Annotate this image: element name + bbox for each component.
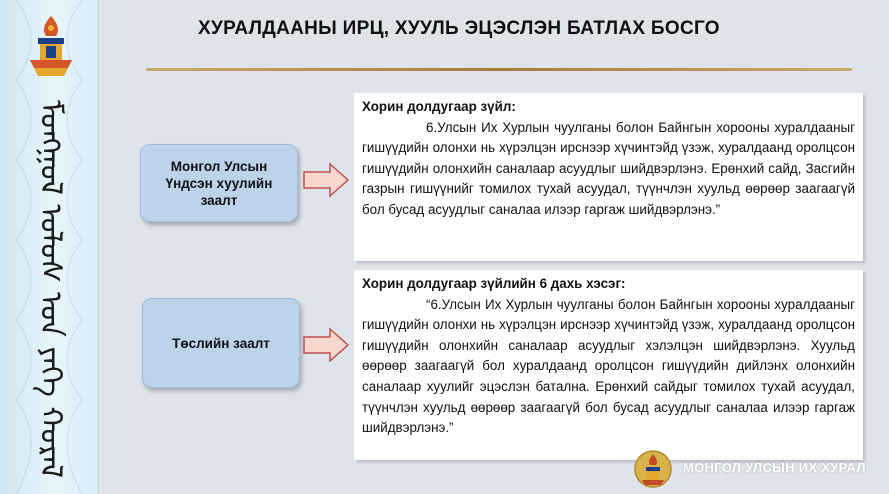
title-divider: [146, 68, 852, 71]
draft-text-panel: [354, 270, 863, 460]
constitution-label-text: Монгол Улсын Үндсэн хуулийн заалт: [165, 158, 273, 208]
constitution-text-panel: [354, 93, 863, 261]
right-arrow-icon: [302, 162, 350, 198]
footer-org-name: МОНГОЛ УЛСЫН ИХ ХУРАЛ: [683, 460, 866, 475]
draft-body: “6.Улсын Их Хурлын чуулганы болон Байнгын хорооны хуралдааныг гишүүдийн олонхи нь хүрэлцэн ирснээр хүчинтэйд үзэж, хуралдаанд оролцсон гишүүдийн олонхийн саналаар асуудлыг хэлэлцэн шийдвэрлэнэ. Хуульд өөрөөр заагаагүй бол хуралдаанд оролцсон гишүүдийн дийлэнх олонхийн саналаар хуулийг эцэслэн батална. Ерөнхий сайдыг томилох тухай асуудал, түүнчлэн хуульд өөрөөр заагаагүй бол бусад асуудлыг саналаа илээр гаргаж шийдвэрлэнэ.”: [362, 296, 855, 436]
sidebar: [0, 0, 99, 494]
mongolian-script-text: ᠮᠣᠩᠭᠣᠯ ᠤᠯᠤᠰ ᠤᠨ ᠶᠡᠬᠡ ᠬᠤᠷᠠᠯ: [33, 100, 68, 479]
constitution-heading: Хорин долдугаар зүйл:: [362, 99, 516, 114]
draft-label-box: [142, 298, 300, 388]
draft-label-text: Төслийн заалт: [172, 335, 270, 351]
state-emblem-icon: [26, 14, 76, 80]
main-content: [98, 0, 889, 494]
constitution-label-box: [140, 144, 298, 222]
parliament-logo-icon: [634, 447, 672, 491]
right-arrow-icon: [302, 327, 350, 363]
draft-heading: Хорин долдугаар зүйлийн 6 дахь хэсэг:: [362, 276, 626, 291]
constitution-body: 6.Улсын Их Хурлын чуулганы болон Байнгын хорооны хуралдааныг гишүүдийн олонхи нь хүрэлцэн ирснээр хүчинтэйд үзэж, хуралдаанд оролцсон гишүүдийн олонхийн саналаар асуудлыг шийдвэрлэнэ. Ерөнхий сайд, Засгийн газрын гишүүнийг томилох тухай асуудал, түүнчлэн хуульд өөрөөр заагаагүй бол бусад асуудлыг саналаа илээр гаргаж шийдвэрлэнэ.”: [362, 119, 855, 217]
page-title: ХУРАЛДААНЫ ИРЦ, ХУУЛЬ ЭЦЭСЛЭН БАТЛАХ БОСГО: [198, 18, 720, 39]
